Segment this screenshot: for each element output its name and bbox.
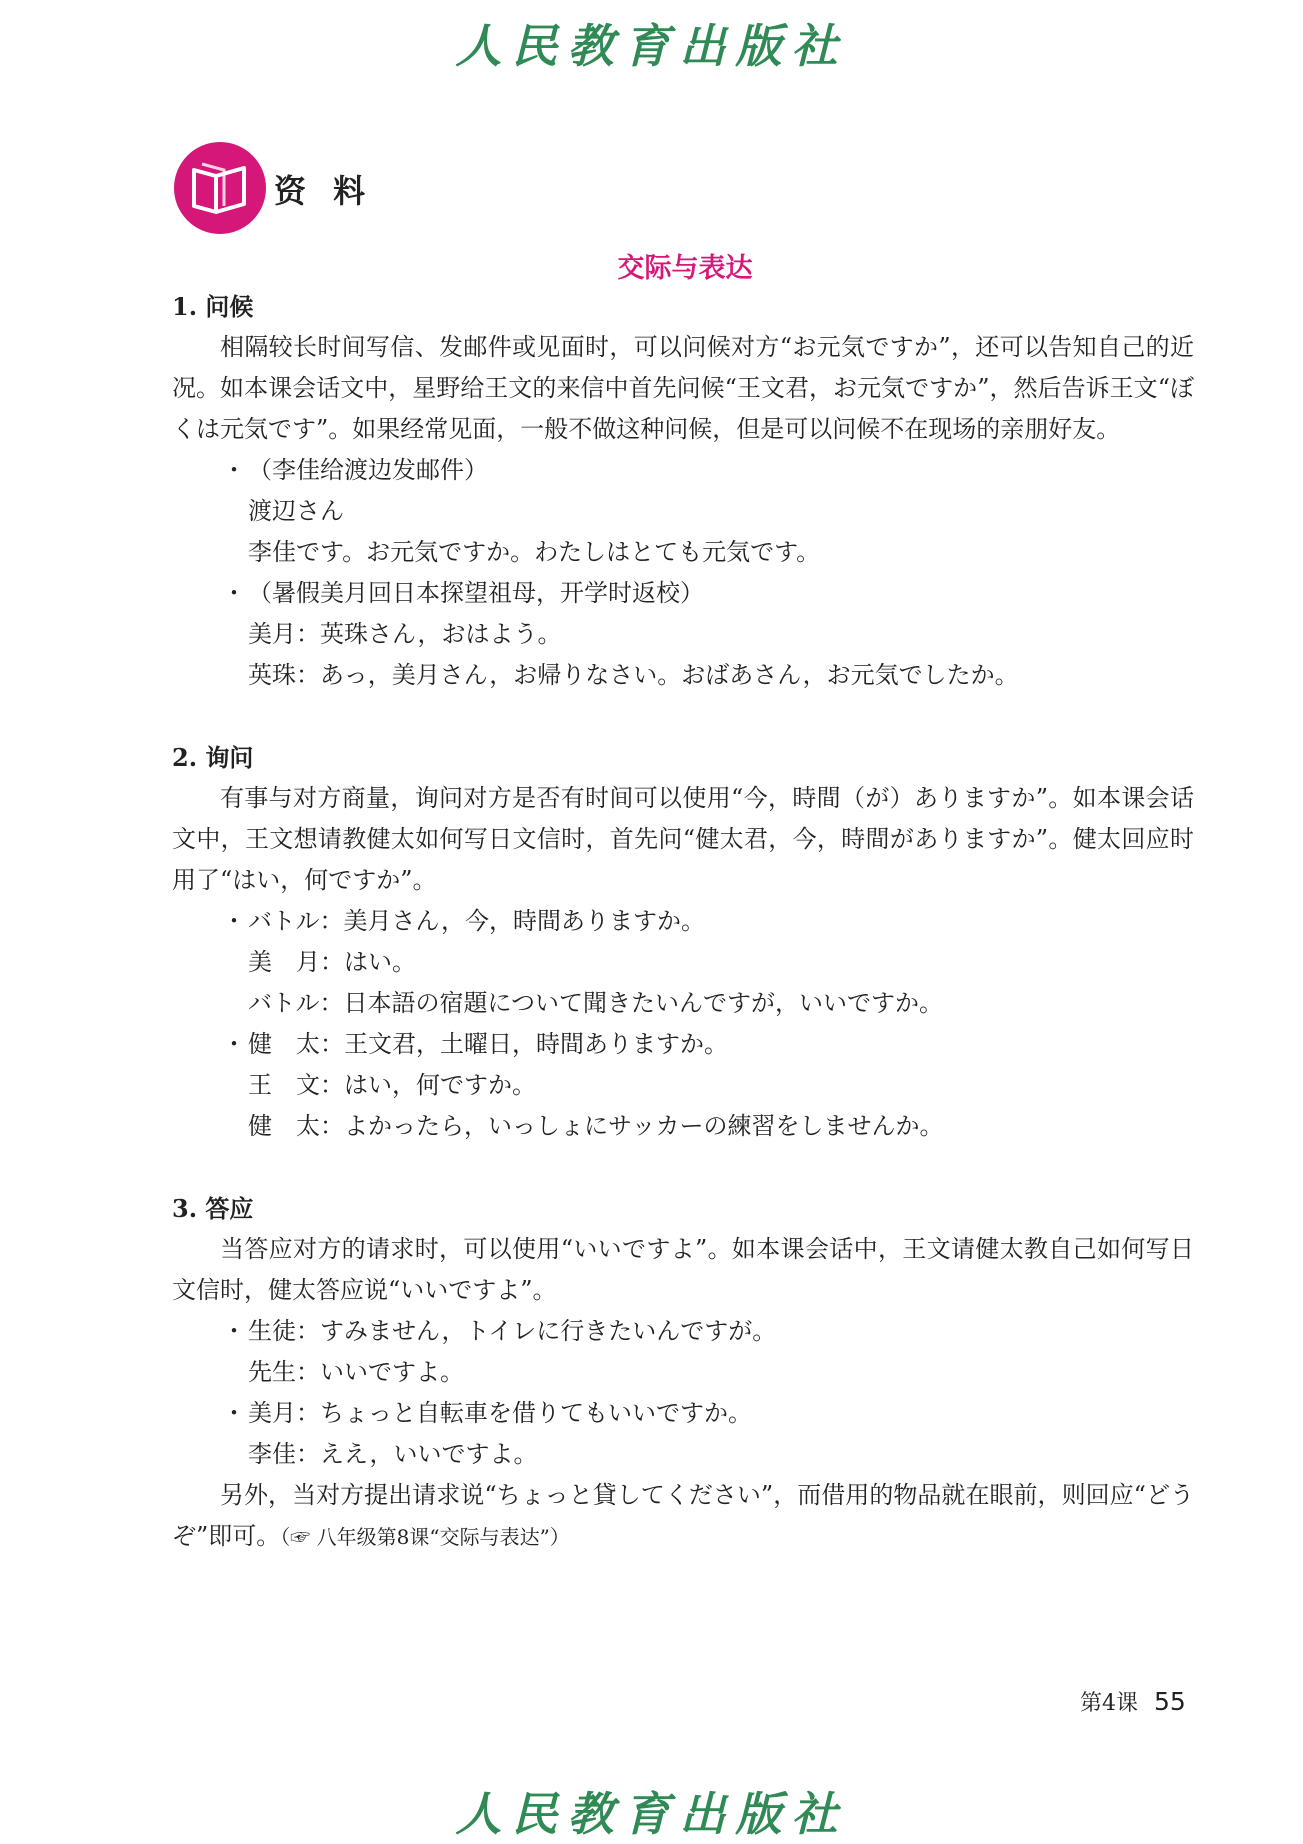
page-title: 交际与表达: [617, 253, 753, 284]
example-line: 渡辺さん: [248, 497, 344, 525]
example-line: 李佳：ええ，いいですよ。: [248, 1440, 538, 1468]
section-2-paragraph: 有事与对方商量，询问对方是否有时间可以使用“今，時間（が）ありますか”。如本课会话文中，王文想请教健太如何写日文信时，首先问“健太君，今，時間がありますか”。健太回应时用了“はい，何ですか”。: [172, 784, 1194, 894]
example-line: 美 月：はい。: [248, 948, 416, 976]
section-3-heading: 3. 答应: [172, 1194, 254, 1223]
example-line: 英珠：あっ，美月さん，お帰りなさい。おばあさん，お元気でしたか。: [248, 661, 1019, 689]
cross-reference-note: （☞ 八年级第8课“交际与表达”）: [280, 1525, 570, 1549]
section-1-paragraph: 相隔较长时间写信、发邮件或见面时，可以问候对方“お元気ですか”，还可以告知自己的近况。如本课会话文中，星野给王文的来信中首先问候“王文君，お元気ですか”，然后告诉王文“ぼくは元気です”。如果经常见面，一般不做这种问候，但是可以问候不在现场的亲朋好友。: [172, 333, 1194, 443]
example-line: 美月：英珠さん，おはよう。: [248, 620, 562, 648]
section-1-heading: 1. 问候: [172, 292, 254, 321]
example-line: ・バトル：美月さん，今，時間ありますか。: [222, 907, 705, 935]
example-line: 李佳です。お元気ですか。わたしはとても元気です。: [248, 538, 821, 566]
example-line: 王 文：はい，何ですか。: [248, 1071, 536, 1099]
publisher-watermark-bottom: 人民教育出版社: [455, 1787, 848, 1841]
lesson-label: 第4课: [1080, 1691, 1138, 1716]
section-3-paragraph-2: 另外，当对方提出请求说“ちょっと貸してください”，而借用的物品就在眼前，则回应“どうぞ”即可。（☞ 八年级第8课“交际与表达”）: [172, 1481, 1194, 1550]
example-line: ・美月：ちょっと自転車を借りてもいいですか。: [222, 1399, 752, 1427]
example-line: 先生：いいですよ。: [248, 1358, 464, 1386]
section-3-paragraph: 当答应对方的请求时，可以使用“いいですよ”。如本课会话中，王文请健太教自己如何写日文信时，健太答应说“いいですよ”。: [172, 1235, 1194, 1304]
page-number: 55: [1154, 1687, 1186, 1716]
page-footer: [1080, 1686, 1186, 1717]
example-line: バトル：日本語の宿題について聞きたいんですが，いいですか。: [248, 989, 944, 1017]
example-line: ・生徒：すみません，トイレに行きたいんですが。: [222, 1317, 777, 1345]
example-line: ・健 太：王文君，土曜日，時間ありますか。: [222, 1030, 728, 1058]
publisher-watermark-top: 人民教育出版社: [455, 19, 848, 73]
example-line: 健 太：よかったら，いっしょにサッカーの練習をしませんか。: [248, 1112, 944, 1140]
open-book-icon: [172, 140, 268, 236]
section-label: 资 料: [274, 172, 374, 210]
example-1-2-header: ・（暑假美月回日本探望祖母，开学时返校）: [222, 579, 704, 607]
example-1-1-header: ・（李佳给渡边发邮件）: [222, 456, 488, 484]
content: [172, 286, 1194, 1558]
section-2-heading: 2. 询问: [172, 743, 254, 772]
